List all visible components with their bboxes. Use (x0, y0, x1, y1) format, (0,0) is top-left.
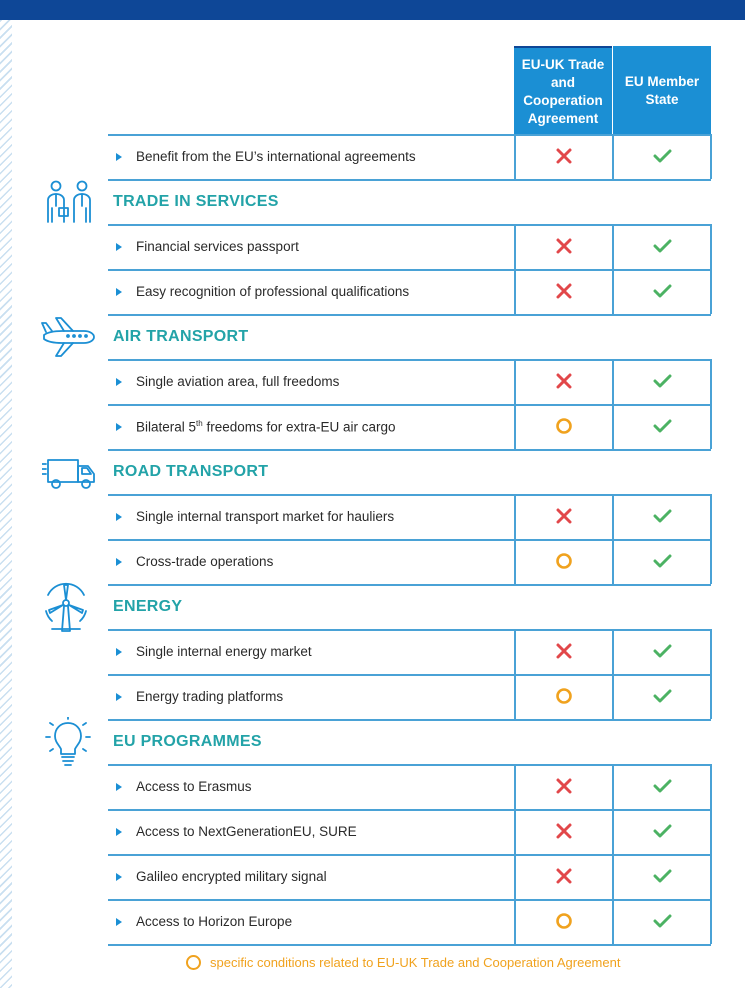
column-divider (710, 359, 712, 404)
wind-turbine-icon (42, 581, 92, 638)
top-header-bar (0, 0, 745, 20)
circle-icon (554, 551, 574, 571)
row-label-text: Single aviation area, full freedoms (136, 374, 340, 389)
row-label-text: Access to Horizon Europe (136, 914, 293, 929)
column-divider (612, 899, 614, 944)
column-divider (710, 539, 712, 584)
bullet-triangle-icon (116, 243, 122, 251)
row-label-text: Financial services passport (136, 239, 299, 254)
column-header-eu-uk: EU-UK Trade and Cooperation Agreement (514, 46, 612, 135)
bullet-triangle-icon (116, 288, 122, 296)
bullet-triangle-icon (116, 828, 122, 836)
check-mark-icon (652, 146, 672, 166)
column-divider (514, 764, 516, 809)
section-title: AIR TRANSPORT (113, 328, 249, 345)
row-label-superscript: th (196, 418, 203, 428)
section-title: ROAD TRANSPORT (113, 463, 269, 480)
column-divider (710, 899, 712, 944)
legend-text: specific conditions related to EU-UK Trade and Cooperation Agreement (210, 955, 621, 970)
column-divider (514, 809, 516, 854)
table-row (116, 404, 511, 449)
table-rule (108, 719, 711, 721)
check-mark-icon (652, 281, 672, 301)
column-divider (612, 134, 614, 179)
table-row (116, 134, 511, 179)
column-divider (612, 404, 614, 449)
bullet-triangle-icon (116, 693, 122, 701)
section-title: ENERGY (113, 598, 183, 615)
column-divider (514, 404, 516, 449)
table-rule (108, 449, 711, 451)
bullet-triangle-icon (116, 873, 122, 881)
x-mark-icon (554, 146, 574, 166)
section-title: EU PROGRAMMES (113, 733, 262, 750)
table-row (116, 899, 511, 944)
table-row (116, 269, 511, 314)
column-divider (612, 224, 614, 269)
column-divider (514, 269, 516, 314)
x-mark-icon (554, 236, 574, 256)
check-mark-icon (652, 776, 672, 796)
row-label-text: Access to Erasmus (136, 779, 252, 794)
check-mark-icon (652, 911, 672, 931)
x-mark-icon (554, 866, 574, 886)
check-mark-icon (652, 506, 672, 526)
column-divider (612, 359, 614, 404)
row-label-text: Single internal transport market for hauliers (136, 509, 395, 524)
column-divider (710, 674, 712, 719)
column-divider (514, 629, 516, 674)
table-row (116, 494, 511, 539)
table-row (116, 224, 511, 269)
table-row (116, 764, 511, 809)
table-row (116, 674, 511, 719)
bullet-triangle-icon (116, 378, 122, 386)
decorative-hatch-strip (0, 20, 12, 988)
table-row (116, 359, 511, 404)
business-people-icon (42, 178, 96, 231)
table-row (116, 629, 511, 674)
row-label-part: freedoms for extra-EU air cargo (202, 419, 396, 435)
table-rule (108, 584, 711, 586)
bullet-triangle-icon (116, 558, 122, 566)
lightbulb-icon (44, 717, 94, 772)
row-label-text: Benefit from the EU’s international agreements (136, 149, 416, 164)
circle-icon (554, 911, 574, 931)
row-label-text: Galileo encrypted military signal (136, 869, 327, 884)
column-divider (710, 269, 712, 314)
bullet-triangle-icon (116, 423, 122, 431)
column-divider (710, 494, 712, 539)
column-divider (710, 224, 712, 269)
x-mark-icon (554, 506, 574, 526)
column-header-member-state: EU Member State (613, 46, 711, 135)
table-row (116, 809, 511, 854)
row-label-text: Single internal energy market (136, 644, 312, 659)
x-mark-icon (554, 776, 574, 796)
check-mark-icon (652, 686, 672, 706)
column-divider (514, 224, 516, 269)
column-divider (710, 854, 712, 899)
row-label-text: Access to NextGenerationEU, SURE (136, 824, 357, 839)
airplane-icon (40, 315, 96, 364)
column-divider (514, 899, 516, 944)
section-title: TRADE IN SERVICES (113, 193, 279, 210)
column-divider (612, 629, 614, 674)
column-divider (710, 404, 712, 449)
column-divider (612, 539, 614, 584)
circle-icon (554, 686, 574, 706)
check-mark-icon (652, 551, 672, 571)
check-mark-icon (652, 236, 672, 256)
bullet-triangle-icon (116, 918, 122, 926)
column-divider (514, 539, 516, 584)
bullet-triangle-icon (116, 783, 122, 791)
check-mark-icon (652, 641, 672, 661)
row-label-text: Cross-trade operations (136, 554, 274, 569)
column-divider (514, 854, 516, 899)
check-mark-icon (652, 416, 672, 436)
legend (186, 955, 620, 970)
column-divider (514, 674, 516, 719)
table-rule (108, 944, 711, 946)
column-divider (612, 764, 614, 809)
column-divider (612, 809, 614, 854)
column-divider (612, 854, 614, 899)
column-divider (612, 674, 614, 719)
column-divider (514, 359, 516, 404)
check-mark-icon (652, 866, 672, 886)
x-mark-icon (554, 371, 574, 391)
table-rule (108, 314, 711, 316)
column-divider (612, 269, 614, 314)
column-divider (612, 494, 614, 539)
table-row (116, 539, 511, 584)
x-mark-icon (554, 281, 574, 301)
row-label-part: Bilateral 5 (136, 419, 197, 435)
column-divider (710, 764, 712, 809)
table-row (116, 854, 511, 899)
x-mark-icon (554, 821, 574, 841)
check-mark-icon (652, 821, 672, 841)
bullet-triangle-icon (116, 513, 122, 521)
circle-icon (554, 416, 574, 436)
circle-icon (186, 955, 201, 970)
column-divider (710, 134, 712, 179)
row-label-text: Easy recognition of professional qualifications (136, 284, 410, 299)
column-divider (710, 809, 712, 854)
bullet-triangle-icon (116, 648, 122, 656)
row-label-text (136, 419, 396, 435)
check-mark-icon (652, 371, 672, 391)
x-mark-icon (554, 641, 574, 661)
bullet-triangle-icon (116, 153, 122, 161)
column-divider (514, 494, 516, 539)
column-divider (514, 134, 516, 179)
table-rule (108, 179, 711, 181)
delivery-truck-icon (42, 454, 98, 495)
row-label-text: Energy trading platforms (136, 689, 284, 704)
column-divider (710, 629, 712, 674)
